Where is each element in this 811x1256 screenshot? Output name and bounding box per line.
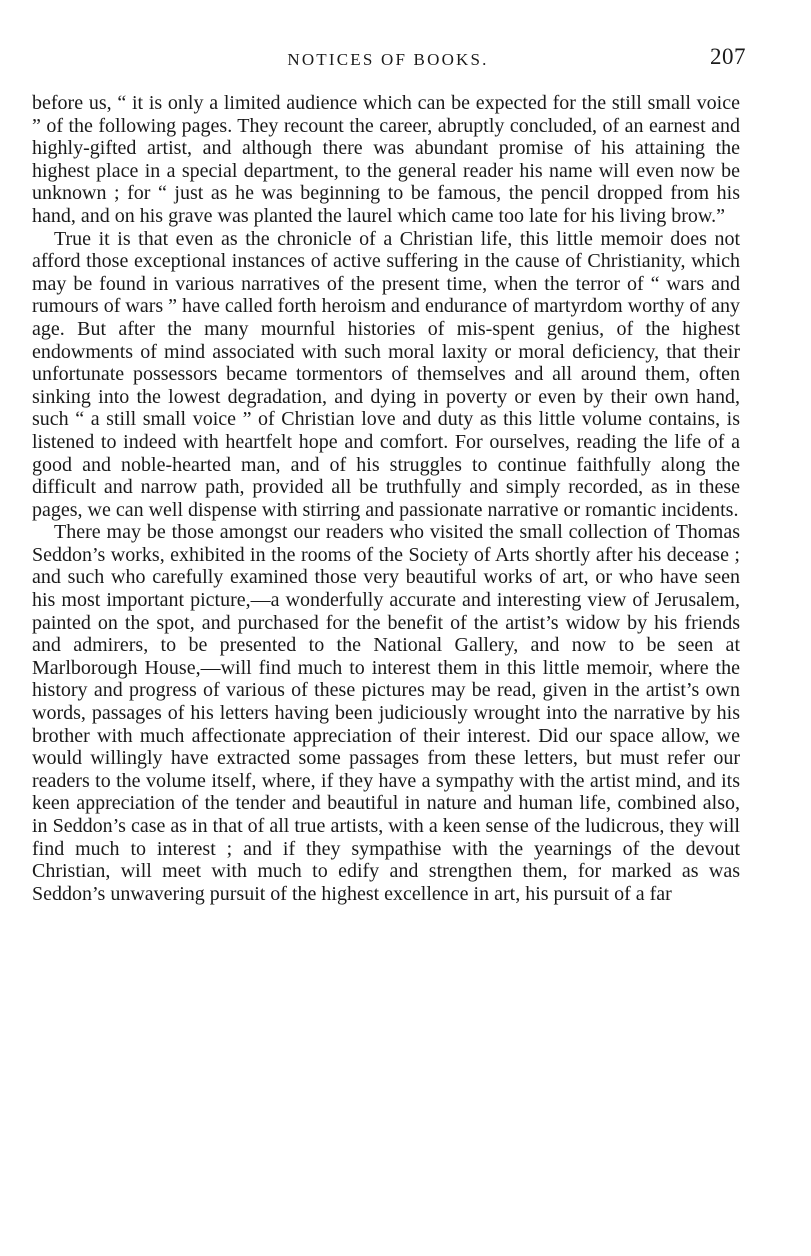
- page-number: 207: [710, 44, 746, 69]
- paragraph-christian-life: True it is that even as the chronicle of a Christian life, this little memoir does not afford those exceptional instances of active suffering in the cause of Christianity, which may be found in various narratives of the present time, when the terror of “ wars and rumours of wars ” have called forth heroism and endurance of martyrdom worthy of any age. But after the many mournful histories of mis-spent genius, of the highest endowments of mind associated with such moral laxity or moral deficiency, that their unfortunate possessors became tormentors of themselves and all around them, often sinking into the lowest degradation, and dying in poverty or even by their own hand, such “ a still small voice ” of Christian love and duty as this little volume contains, is listened to indeed with heartfelt hope and comfort. For ourselves, reading the life of a good and noble-hearted man, and of his struggles to continue faithfully along the difficult and narrow path, provided all be truthfully and simply recorded, as in these pages, we can well dispense with stirring and passionate narrative or romantic incidents.: [32, 227, 740, 521]
- paragraph-seddon-works: There may be those amongst our readers who visited the small collection of Thomas Seddon’s works, exhibited in the rooms of the Society of Arts shortly after his decease ; and such who carefully examined those very beautiful works of art, or who have seen his most important picture,—a wonderfully accurate and interesting view of Jerusalem, painted on the spot, and purchased for the benefit of the artist’s widow by his friends and admirers, to be presented to the National Gallery, and now to be seen at Marlborough House,—will find much to interest them in this little memoir, where the history and progress of various of these pictures may be read, given in the artist’s own words, passages of his letters having been judiciously wrought into the narrative by his brother with much affectionate appreciation of their interest. Did our space allow, we would willingly have extracted some passages from these letters, but must refer our readers to the volume itself, where, if they have a sympathy with the artist mind, and its keen appreciation of the tender and beautiful in nature and human life, combined also, in Seddon’s case as in that of all true artists, with a keen sense of the ludicrous, they will find much to interest ; and if they sympathise with the yearnings of the devout Christian, will meet with much to edify and strengthen them, for marked as was Seddon’s unwavering pursuit of the highest excellence in art, his pursuit of a far: [32, 521, 740, 905]
- running-header: [30, 44, 746, 84]
- body-text: [32, 92, 740, 905]
- running-title: NOTICES OF BOOKS.: [287, 50, 489, 69]
- paragraph-continued: before us, “ it is only a limited audience which can be expected for the still small voice ” of the following pages. They recount the career, abruptly concluded, of an earnest and highly-gifted artist, and although there was abundant promise of his attaining the highest place in a special department, to the general reader his name will even now be unknown ; for “ just as he was beginning to be famous, the pencil dropped from his hand, and on his grave was planted the laurel which came too late for his living brow.”: [32, 92, 740, 227]
